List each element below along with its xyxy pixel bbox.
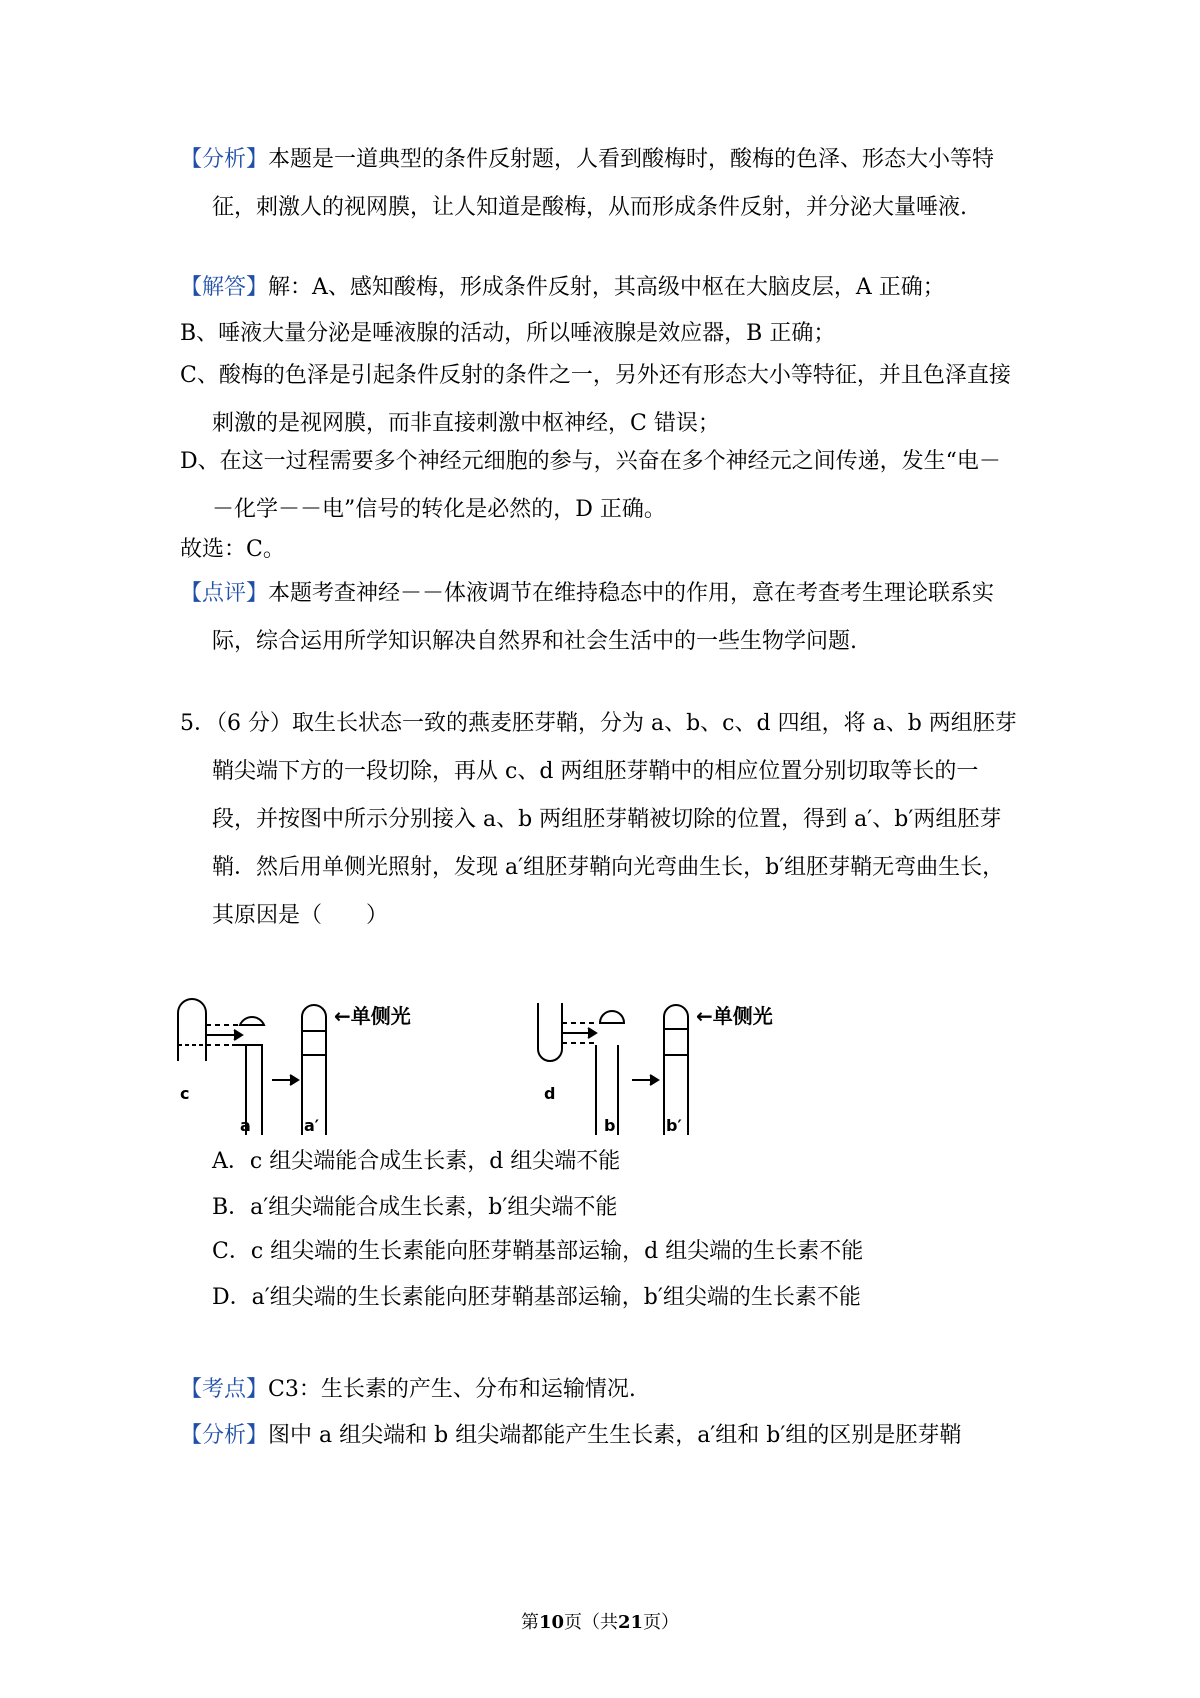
comment-paragraph xyxy=(180,570,1020,666)
comment-tag: 【点评】 xyxy=(180,581,269,606)
comment-text: 本题考查神经－－体液调节在维持稳态中的作用，意在考查考生理论联系实际，综合运用所学知识解决自然界和社会生活中的一些生物学问题. xyxy=(212,581,995,654)
option-a: A．c 组尖端能合成生长素，d 组尖端不能 xyxy=(212,1149,621,1174)
label-a: a xyxy=(240,1116,251,1135)
answer-line-b: B、唾液大量分泌是唾液腺的活动，所以唾液腺是效应器，B 正确； xyxy=(180,321,836,346)
light-label-left: ←单侧光 xyxy=(334,1004,411,1028)
footer-total-pages: 21 xyxy=(618,1612,644,1633)
coleoptile-figure xyxy=(176,995,876,1135)
coleoptile-d xyxy=(538,1003,562,1061)
point-paragraph xyxy=(180,1366,1020,1414)
answer-choice: 故选：C。 xyxy=(180,537,285,562)
analysis-tag: 【分析】 xyxy=(180,147,269,172)
footer-page-number: 10 xyxy=(538,1612,564,1633)
answer-line-d: D、在这一过程需要多个神经元细胞的参与，兴奋在多个神经元之间传递，发生“电－－化学－－电”信号的转化是必然的，D 正确。 xyxy=(180,449,1001,522)
option-d: D．a′组尖端的生长素能向胚芽鞘基部运输，b′组尖端的生长素不能 xyxy=(212,1285,861,1310)
option-c: C．c 组尖端的生长素能向胚芽鞘基部运输，d 组尖端的生长素不能 xyxy=(212,1239,864,1264)
tip-a xyxy=(240,1017,264,1025)
answer-paragraph xyxy=(180,264,1020,312)
option-b: B．a′组尖端能合成生长素，b′组尖端不能 xyxy=(212,1195,618,1220)
answer-line-c: C、酸梅的色泽是引起条件反射的条件之一，另外还有形态大小等特征，并且色泽直接刺激的是视网膜，而非直接刺激中枢神经，C 错误； xyxy=(180,363,1011,436)
label-c: c xyxy=(180,1084,190,1103)
tip-b xyxy=(600,1011,624,1023)
analysis-paragraph xyxy=(180,136,1020,232)
analysis-text: 本题是一道典型的条件反射题，人看到酸梅时，酸梅的色泽、形态大小等特征，刺激人的视网膜，让人知道是酸梅，从而形成条件反射，并分泌大量唾液. xyxy=(212,147,995,220)
label-b-prime: b′ xyxy=(666,1116,682,1135)
coleoptile-c xyxy=(178,999,206,1061)
footer-middle: 页（共 xyxy=(564,1612,618,1633)
next-analysis-paragraph xyxy=(180,1412,1020,1460)
next-analysis-text: 图中 a 组尖端和 b 组尖端都能产生生长素，a′组和 b′组的区别是胚芽鞘 xyxy=(268,1423,962,1448)
answer-line-a: 解：A、感知酸梅，形成条件反射，其高级中枢在大脑皮层，A 正确； xyxy=(268,275,945,300)
label-d: d xyxy=(544,1084,556,1103)
point-tag: 【考点】 xyxy=(180,1377,269,1402)
label-b: b xyxy=(604,1116,616,1135)
page-footer xyxy=(0,1608,1200,1634)
light-label-right: ←单侧光 xyxy=(696,1004,773,1028)
question-5-stem: 5．（6 分）取生长状态一致的燕麦胚芽鞘，分为 a、b、c、d 四组，将 a、b 两组胚芽鞘尖端下方的一段切除，再从 c、d 两组胚芽鞘中的相应位置分别切取等长的一段，并按图中所示分别接入 a、b 两组胚芽鞘被切除的位置，得到 a′、b′两组胚芽鞘．然后用单侧光照射，发现 a′组胚芽鞘向光弯曲生长，b′组胚芽鞘无弯曲生长，其原因是（ ） xyxy=(180,711,1017,928)
footer-suffix: 页） xyxy=(643,1612,680,1633)
point-text: C3：生长素的产生、分布和运输情况. xyxy=(268,1377,636,1402)
next-analysis-tag: 【分析】 xyxy=(180,1423,269,1448)
footer-prefix: 第 xyxy=(520,1612,539,1633)
label-a-prime: a′ xyxy=(304,1116,320,1135)
answer-tag: 【解答】 xyxy=(180,275,269,300)
